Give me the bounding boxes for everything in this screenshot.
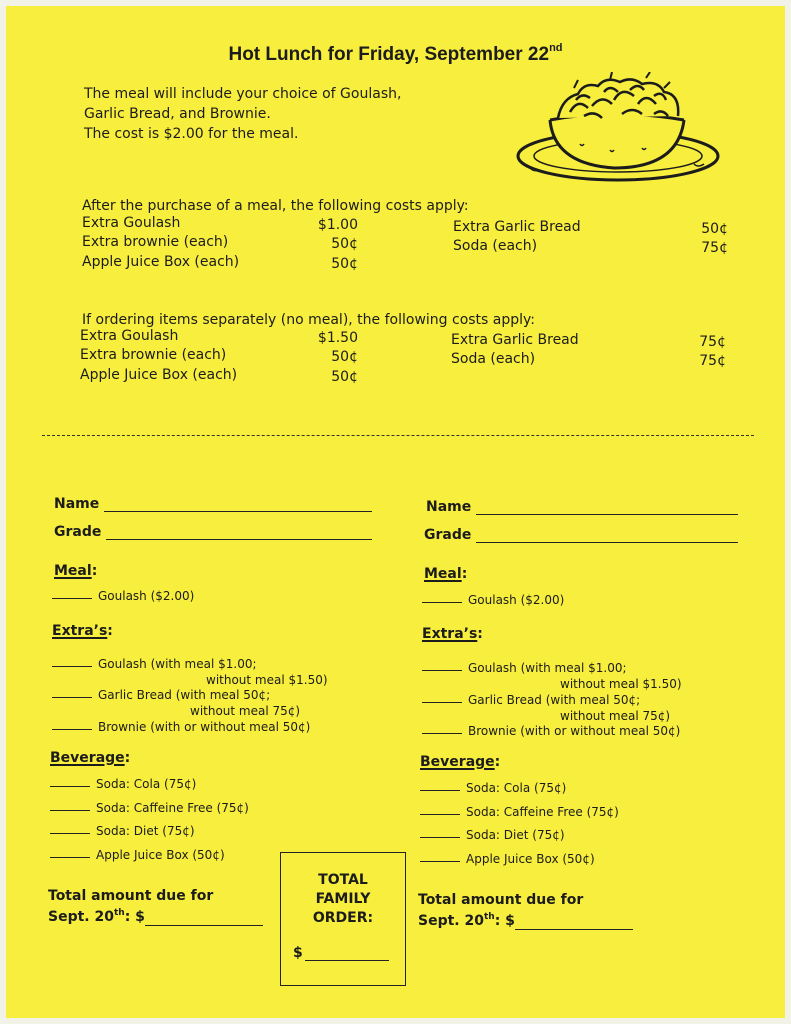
price-value: 50¢ <box>331 349 358 365</box>
total-due-field[interactable]: Total amount due for Sept. 20th: $ <box>48 888 263 926</box>
price-item: Extra Garlic Bread <box>451 332 579 348</box>
extra-garlic-bread-note: without meal 75¢) <box>190 704 301 718</box>
name-field[interactable]: Name <box>54 496 372 512</box>
beverage-caffeine-free-option[interactable]: Soda: Caffeine Free (75¢) <box>50 801 249 815</box>
beverage-caffeine-free-option[interactable]: Soda: Caffeine Free (75¢) <box>420 805 619 819</box>
price-item: Extra Goulash <box>80 328 179 344</box>
price-value: 75¢ <box>699 353 726 369</box>
price-item: Soda (each) <box>453 238 538 254</box>
family-total-amount-field[interactable]: $ <box>293 945 389 961</box>
extra-garlic-bread-option[interactable]: Garlic Bread (with meal 50¢; <box>52 688 270 702</box>
price-item: Extra Garlic Bread <box>453 219 581 235</box>
price-item: Extra Goulash <box>82 215 181 231</box>
extra-goulash-option[interactable]: Goulash (with meal $1.00; <box>52 657 257 671</box>
grade-field[interactable]: Grade <box>54 524 372 540</box>
extra-goulash-note: without meal $1.50) <box>206 673 328 687</box>
price-value: 50¢ <box>331 256 358 272</box>
price-item: Apple Juice Box (each) <box>82 254 240 270</box>
extras-heading: Extra’s: <box>52 623 113 639</box>
total-due-field[interactable]: Total amount due for Sept. 20th: $ <box>418 892 633 930</box>
price-value: 50¢ <box>701 221 728 237</box>
meal-heading: Meal: <box>54 563 98 579</box>
price-value: 50¢ <box>331 369 358 385</box>
extra-garlic-bread-note: without meal 75¢) <box>560 709 671 723</box>
lunch-flyer <box>6 6 785 1018</box>
bowl-of-goulash-icon <box>514 72 732 196</box>
price-value: 75¢ <box>699 334 726 350</box>
beverage-diet-option[interactable]: Soda: Diet (75¢) <box>50 824 195 838</box>
price-item: Soda (each) <box>451 351 536 367</box>
price-value: 50¢ <box>331 236 358 252</box>
total-family-order-label: TOTAL FAMILY ORDER: <box>312 872 374 926</box>
grade-field[interactable]: Grade <box>424 527 738 543</box>
with-meal-heading: After the purchase of a meal, the following costs apply: <box>82 198 469 214</box>
price-item: Extra brownie (each) <box>80 347 227 363</box>
extra-brownie-option[interactable]: Brownie (with or without meal 50¢) <box>52 720 310 734</box>
extra-brownie-option[interactable]: Brownie (with or without meal 50¢) <box>422 724 680 738</box>
page-title: Hot Lunch for Friday, September 22nd <box>228 42 563 65</box>
extra-goulash-note: without meal $1.50) <box>560 677 682 691</box>
price-item: Apple Juice Box (each) <box>80 367 238 383</box>
price-value: $1.50 <box>317 330 358 346</box>
extra-garlic-bread-option[interactable]: Garlic Bread (with meal 50¢; <box>422 693 640 707</box>
beverage-diet-option[interactable]: Soda: Diet (75¢) <box>420 828 565 842</box>
beverage-heading: Beverage: <box>420 754 501 770</box>
beverage-cola-option[interactable]: Soda: Cola (75¢) <box>420 781 566 795</box>
price-item: Extra brownie (each) <box>82 234 229 250</box>
meal-goulash-option[interactable]: Goulash ($2.00) <box>422 593 564 607</box>
meal-goulash-option[interactable]: Goulash ($2.00) <box>52 589 194 603</box>
price-value: $1.00 <box>317 217 358 233</box>
name-field[interactable]: Name <box>426 499 738 515</box>
price-value: 75¢ <box>701 240 728 256</box>
beverage-apple-juice-option[interactable]: Apple Juice Box (50¢) <box>50 848 225 862</box>
cut-line-divider <box>42 435 754 436</box>
beverage-cola-option[interactable]: Soda: Cola (75¢) <box>50 777 196 791</box>
no-meal-heading: If ordering items separately (no meal), the following costs apply: <box>82 312 536 328</box>
extra-goulash-option[interactable]: Goulash (with meal $1.00; <box>422 661 627 675</box>
intro-line: The cost is $2.00 for the meal. <box>84 126 299 142</box>
intro-line: Garlic Bread, and Brownie. <box>84 106 271 122</box>
extras-heading: Extra’s: <box>422 626 483 642</box>
meal-heading: Meal: <box>424 566 468 582</box>
intro-line: The meal will include your choice of Goulash, <box>84 86 402 102</box>
beverage-heading: Beverage: <box>50 750 131 766</box>
meal-description <box>84 84 464 144</box>
total-family-order-box[interactable] <box>280 852 406 986</box>
beverage-apple-juice-option[interactable]: Apple Juice Box (50¢) <box>420 852 595 866</box>
